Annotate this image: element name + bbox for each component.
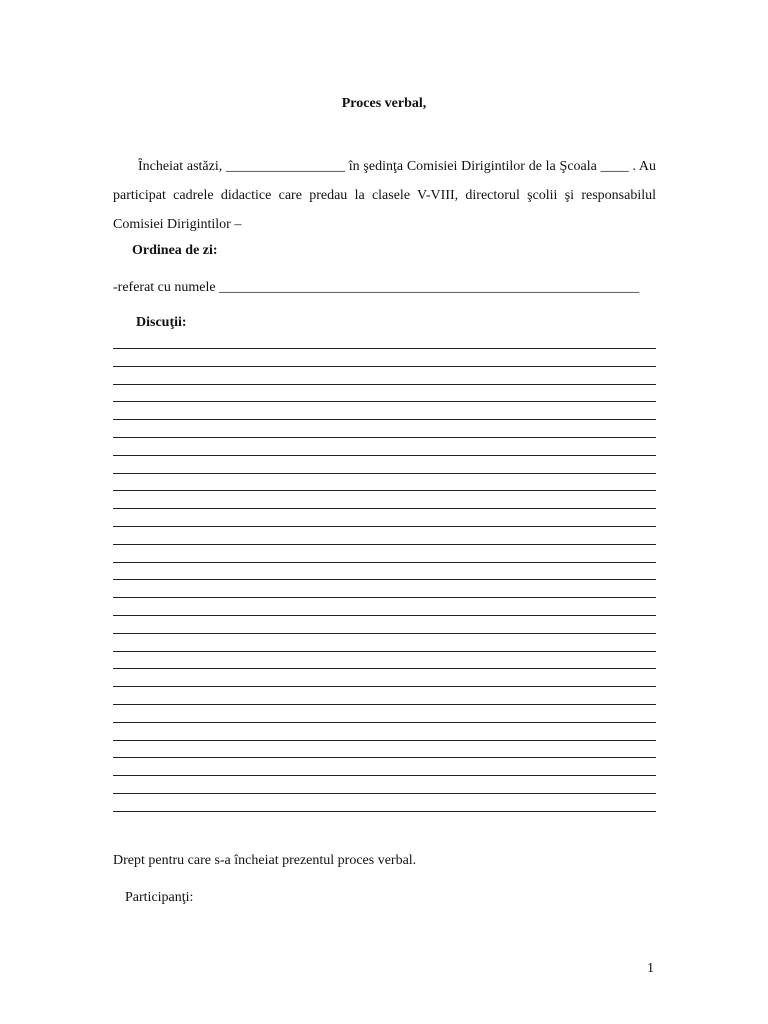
discussion-line xyxy=(113,722,656,723)
discussion-line xyxy=(113,740,656,741)
agenda-heading: Ordinea de zi: xyxy=(132,243,218,258)
discussion-line xyxy=(113,793,656,794)
discussion-line xyxy=(113,473,656,474)
discussion-line xyxy=(113,544,656,545)
discussion-heading: Discuţii: xyxy=(136,315,187,330)
discussion-line xyxy=(113,455,656,456)
discussion-line xyxy=(113,686,656,687)
intro-paragraph: Încheiat astăzi, _________________ în şedinţa Comisiei Dirigintilor de la Şcoala ____ . Au participat cadrele didactice care predau la clasele V-VIII, directorul şcolii şi responsabilul Comisiei Dirigintilor – xyxy=(113,159,656,232)
discussion-line xyxy=(113,775,656,776)
closing-statement: Drept pentru care s-a încheiat prezentul proces verbal. xyxy=(113,853,417,868)
discussion-line xyxy=(113,366,656,367)
discussion-line xyxy=(113,651,656,652)
discussion-line xyxy=(113,668,656,669)
discussion-line xyxy=(113,384,656,385)
discussion-line xyxy=(113,597,656,598)
discussion-line xyxy=(113,615,656,616)
discussion-line xyxy=(113,348,656,349)
discussion-line xyxy=(113,704,656,705)
discussion-line xyxy=(113,526,656,527)
agenda-item: -referat cu numele ____________________________________________________________ xyxy=(113,280,640,295)
document-title: Proces verbal, xyxy=(341,96,427,111)
discussion-line xyxy=(113,757,656,758)
discussion-line xyxy=(113,579,656,580)
discussion-line xyxy=(113,490,656,491)
discussion-line xyxy=(113,811,656,812)
discussion-line xyxy=(113,401,656,402)
page-number: 1 xyxy=(647,961,654,976)
discussion-line xyxy=(113,633,656,634)
participants-label: Participanţi: xyxy=(125,890,194,905)
discussion-line xyxy=(113,508,656,509)
discussion-line xyxy=(113,437,656,438)
discussion-line xyxy=(113,562,656,563)
discussion-line xyxy=(113,419,656,420)
